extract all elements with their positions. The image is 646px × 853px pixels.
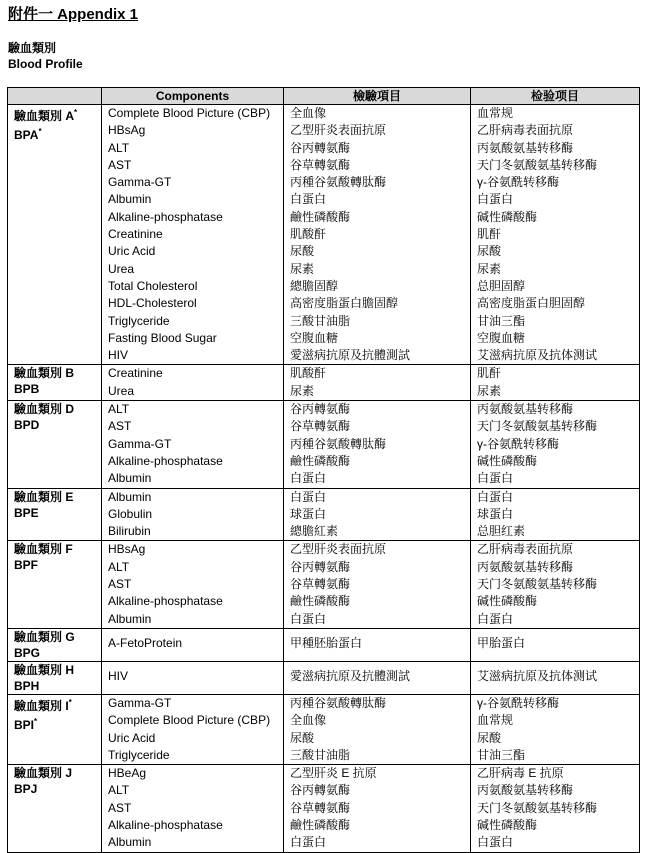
component-name: Albumin (108, 192, 152, 207)
blood-profile-group (8, 628, 102, 661)
test-item-simplified: 天门冬氨酸氨基转移酶 (477, 419, 598, 434)
test-item-simplified: 天门冬氨酸氨基转移酶 (477, 800, 598, 815)
test-item-traditional: 尿酸 (290, 244, 315, 259)
component-name: HBeAg (108, 766, 147, 781)
group-name-english: BPD (14, 418, 40, 433)
test-item-traditional: 谷草轉氨酶 (290, 419, 351, 434)
test-item-traditional: 谷丙轉氨酶 (290, 559, 351, 574)
test-item-simplified: 碱性磷酸酶 (477, 817, 538, 832)
component-name: Urea (108, 383, 135, 398)
component-name: HIV (108, 348, 129, 363)
test-item-traditional: 愛滋病抗原及抗體測試 (290, 348, 411, 363)
test-item-simplified: 丙氨酸氨基转移酶 (477, 402, 574, 417)
test-item-simplified-cell (471, 401, 640, 488)
component-name: Complete Blood Picture (CBP) (108, 106, 271, 120)
component-name: Uric Acid (108, 730, 156, 745)
component-name: ALT (108, 140, 130, 155)
test-item-simplified: 甘油三酯 (477, 747, 526, 762)
test-item-simplified: 白蛋白 (477, 835, 514, 850)
component-name: Triglyceride (108, 747, 170, 762)
test-item-traditional: 肌酸酐 (290, 227, 327, 242)
test-item-traditional-cell (284, 401, 471, 488)
blood-profile-group (8, 694, 102, 764)
blood-profile-group (8, 401, 102, 488)
blood-profile-group (8, 105, 102, 365)
component-name: AST (108, 419, 132, 434)
test-item-traditional-cell (284, 365, 471, 401)
table-row (8, 401, 640, 488)
component-name: Alkaline-phosphatase (108, 453, 223, 468)
component-name: ALT (108, 402, 130, 417)
test-item-traditional: 尿素 (290, 261, 315, 276)
test-item-simplified: 球蛋白 (477, 506, 514, 521)
test-item-traditional: 鹼性磷酸酶 (290, 594, 351, 609)
test-item-simplified: 乙肝病毒 E 抗原 (477, 766, 564, 781)
test-item-traditional: 全血像 (290, 713, 327, 728)
group-name-chinese: 驗血類別 B (14, 366, 75, 381)
component-name-cell (102, 488, 284, 541)
test-item-simplified: 丙氨酸氨基转移酶 (477, 559, 574, 574)
component-name: ALT (108, 783, 130, 798)
table-row (8, 105, 640, 365)
test-item-simplified-cell (471, 541, 640, 628)
test-item-simplified: 艾滋病抗原及抗体测试 (477, 668, 598, 683)
heading-chinese: 驗血類別 (8, 41, 57, 55)
component-name: HDL-Cholesterol (108, 296, 197, 311)
test-item-simplified: 血常规 (477, 713, 514, 728)
test-item-traditional: 乙型肝炎表面抗原 (290, 542, 387, 557)
table-row (8, 541, 640, 628)
table-row (8, 694, 640, 764)
component-name: Bilirubin (108, 524, 151, 539)
test-item-simplified: 尿素 (477, 383, 502, 398)
blood-profile-group (8, 541, 102, 628)
component-name-cell (102, 661, 284, 694)
group-name-chinese: 驗血類別 D (14, 402, 75, 417)
test-item-simplified: 肌酐 (477, 366, 502, 381)
component-name: AST (108, 157, 132, 172)
table-header-row (8, 88, 640, 105)
test-item-traditional: 三酸甘油脂 (290, 313, 351, 328)
section-heading (8, 40, 83, 72)
test-item-traditional: 總膽紅素 (290, 524, 339, 539)
component-name: Albumin (108, 835, 152, 850)
test-item-simplified: 白蛋白 (477, 471, 514, 486)
group-name-english: BPB (14, 382, 40, 397)
test-item-traditional: 谷草轉氨酶 (290, 577, 351, 592)
component-name: Creatinine (108, 227, 163, 242)
test-item-simplified: 天门冬氨酸氨基转移酶 (477, 157, 598, 172)
test-item-simplified: γ-谷氨酰转移酶 (477, 695, 559, 710)
table-row (8, 628, 640, 661)
test-item-traditional-cell (284, 488, 471, 541)
test-item-simplified: 艾滋病抗原及抗体测试 (477, 348, 598, 363)
table-row (8, 661, 640, 694)
component-name: HIV (108, 668, 129, 683)
component-name: AST (108, 577, 132, 592)
test-item-simplified: 碱性磷酸酶 (477, 594, 538, 609)
blood-profile-group (8, 765, 102, 852)
group-name-chinese: 驗血類別 H (14, 662, 75, 677)
test-item-simplified-cell (471, 765, 640, 852)
test-item-simplified: 总胆固醇 (477, 278, 526, 293)
test-item-simplified: γ-谷氨酰转移酶 (477, 175, 559, 190)
component-name: Complete Blood Picture (CBP) (108, 713, 271, 728)
test-item-simplified: 碱性磷酸酶 (477, 453, 538, 468)
component-name: Alkaline-phosphatase (108, 817, 223, 832)
test-item-traditional: 尿素 (290, 383, 315, 398)
group-name-chinese: 驗血類別 F (14, 542, 73, 557)
component-name-cell (102, 694, 284, 764)
test-item-traditional: 肌酸酐 (290, 366, 327, 381)
test-item-traditional: 谷草轉氨酶 (290, 157, 351, 172)
test-item-simplified: 尿素 (477, 261, 502, 276)
group-name-english: BPI* (14, 716, 38, 732)
blood-profile-group (8, 661, 102, 694)
test-item-simplified: 尿酸 (477, 730, 502, 745)
test-item-simplified-cell (471, 628, 640, 661)
component-name-cell (102, 105, 284, 365)
test-item-traditional-cell (284, 765, 471, 852)
test-item-traditional: 三酸甘油脂 (290, 747, 351, 762)
component-name: ALT (108, 559, 130, 574)
test-item-traditional: 白蛋白 (290, 192, 327, 207)
component-name: Gamma-GT (108, 695, 172, 710)
table-row (8, 365, 640, 401)
group-name-chinese: 驗血類別 G (14, 629, 75, 644)
group-name-english: BPA* (14, 127, 42, 142)
test-item-traditional: 鹼性磷酸酶 (290, 209, 351, 224)
test-item-traditional-cell (284, 105, 471, 365)
test-item-simplified: 甲胎蛋白 (477, 635, 526, 650)
table-row (8, 765, 640, 852)
test-item-traditional: 乙型肝炎 E 抗原 (290, 766, 377, 781)
test-item-simplified: 白蛋白 (477, 611, 514, 626)
test-item-traditional-cell (284, 661, 471, 694)
test-item-traditional: 白蛋白 (290, 835, 327, 850)
header-items-traditional: 檢驗項目 (284, 88, 471, 105)
test-item-simplified-cell (471, 488, 640, 541)
component-name: Urea (108, 261, 135, 276)
test-item-simplified-cell (471, 661, 640, 694)
group-name-english: BPG (14, 645, 41, 660)
group-name-chinese: 驗血類別 I* (14, 697, 72, 713)
test-item-traditional: 尿酸 (290, 730, 315, 745)
component-name: Total Cholesterol (108, 278, 198, 293)
group-name-chinese: 驗血類別 E (14, 489, 74, 504)
test-item-simplified: 乙肝病毒表面抗原 (477, 123, 574, 138)
test-item-simplified: 空腹血糖 (477, 330, 526, 345)
component-name: Albumin (108, 471, 152, 486)
blood-profile-table (7, 87, 640, 853)
test-item-traditional: 谷丙轉氨酶 (290, 140, 351, 155)
test-item-simplified: 丙氨酸氨基转移酶 (477, 140, 574, 155)
group-name-chinese: 驗血類別 J (14, 766, 73, 781)
test-item-simplified: 尿酸 (477, 244, 502, 259)
test-item-simplified: 天门冬氨酸氨基转移酶 (477, 577, 598, 592)
group-name-english: BPJ (14, 782, 38, 797)
component-name: Globulin (108, 506, 153, 521)
test-item-simplified-cell (471, 694, 640, 764)
component-name: Gamma-GT (108, 175, 172, 190)
component-name: Uric Acid (108, 244, 156, 259)
table-body (8, 105, 640, 853)
component-name: Fasting Blood Sugar (108, 330, 217, 345)
component-name-cell (102, 765, 284, 852)
test-item-simplified: 肌酐 (477, 227, 502, 242)
test-item-simplified-cell (471, 365, 640, 401)
header-group (8, 88, 102, 105)
group-name-english: BPH (14, 678, 40, 693)
test-item-traditional-cell (284, 541, 471, 628)
test-item-traditional: 丙種谷氨酸轉肽酶 (290, 695, 387, 710)
header-components: Components (102, 88, 284, 105)
header-items-simplified: 检验项目 (471, 88, 640, 105)
component-name: HBsAg (108, 123, 146, 138)
component-name: Alkaline-phosphatase (108, 209, 223, 224)
test-item-traditional: 鹼性磷酸酶 (290, 453, 351, 468)
test-item-simplified: 甘油三酯 (477, 313, 526, 328)
test-item-traditional: 總膽固醇 (290, 278, 339, 293)
component-name-cell (102, 541, 284, 628)
test-item-traditional: 谷丙轉氨酶 (290, 402, 351, 417)
component-name: Gamma-GT (108, 436, 172, 451)
group-name-english: BPF (14, 558, 38, 573)
test-item-simplified: 碱性磷酸酶 (477, 209, 538, 224)
component-name: Albumin (108, 611, 152, 626)
test-item-traditional: 鹼性磷酸酶 (290, 817, 351, 832)
test-item-traditional: 全血像 (290, 106, 327, 120)
test-item-traditional: 丙種谷氨酸轉肽酶 (290, 175, 387, 190)
test-item-simplified: 白蛋白 (477, 192, 514, 207)
test-item-traditional: 高密度脂蛋白膽固醇 (290, 296, 399, 311)
test-item-traditional-cell (284, 628, 471, 661)
test-item-simplified: γ-谷氨酰转移酶 (477, 436, 559, 451)
component-name: Alkaline-phosphatase (108, 594, 223, 609)
test-item-traditional: 甲種胚胎蛋白 (290, 635, 363, 650)
component-name: A-FetoProtein (108, 635, 183, 650)
component-name: Creatinine (108, 366, 163, 381)
test-item-traditional: 白蛋白 (290, 611, 327, 626)
component-name: Triglyceride (108, 313, 170, 328)
blood-profile-group (8, 365, 102, 401)
test-item-traditional: 愛滋病抗原及抗體測試 (290, 668, 411, 683)
test-item-traditional: 丙種谷氨酸轉肽酶 (290, 436, 387, 451)
test-item-simplified: 丙氨酸氨基转移酶 (477, 783, 574, 798)
group-name-english: BPE (14, 505, 39, 520)
test-item-simplified: 高密度脂蛋白胆固醇 (477, 296, 586, 311)
test-item-simplified-cell (471, 105, 640, 365)
component-name-cell (102, 628, 284, 661)
component-name: Albumin (108, 489, 152, 504)
group-name-chinese: 驗血類別 A* (14, 108, 78, 123)
component-name: AST (108, 800, 132, 815)
blood-profile-group (8, 488, 102, 541)
test-item-traditional: 白蛋白 (290, 471, 327, 486)
test-item-traditional: 球蛋白 (290, 506, 327, 521)
component-name-cell (102, 401, 284, 488)
document-title: 附件一 Appendix 1 (8, 6, 139, 23)
heading-english: Blood Profile (8, 57, 83, 71)
test-item-traditional: 空腹血糖 (290, 330, 339, 345)
test-item-traditional: 乙型肝炎表面抗原 (290, 123, 387, 138)
test-item-traditional-cell (284, 694, 471, 764)
test-item-traditional: 谷草轉氨酶 (290, 800, 351, 815)
component-name-cell (102, 365, 284, 401)
test-item-simplified: 乙肝病毒表面抗原 (477, 542, 574, 557)
test-item-simplified: 总胆红素 (477, 524, 526, 539)
test-item-simplified: 白蛋白 (477, 489, 514, 504)
table-row (8, 488, 640, 541)
test-item-traditional: 谷丙轉氨酶 (290, 783, 351, 798)
test-item-simplified: 血常规 (477, 106, 514, 120)
test-item-traditional: 白蛋白 (290, 489, 327, 504)
component-name: HBsAg (108, 542, 146, 557)
